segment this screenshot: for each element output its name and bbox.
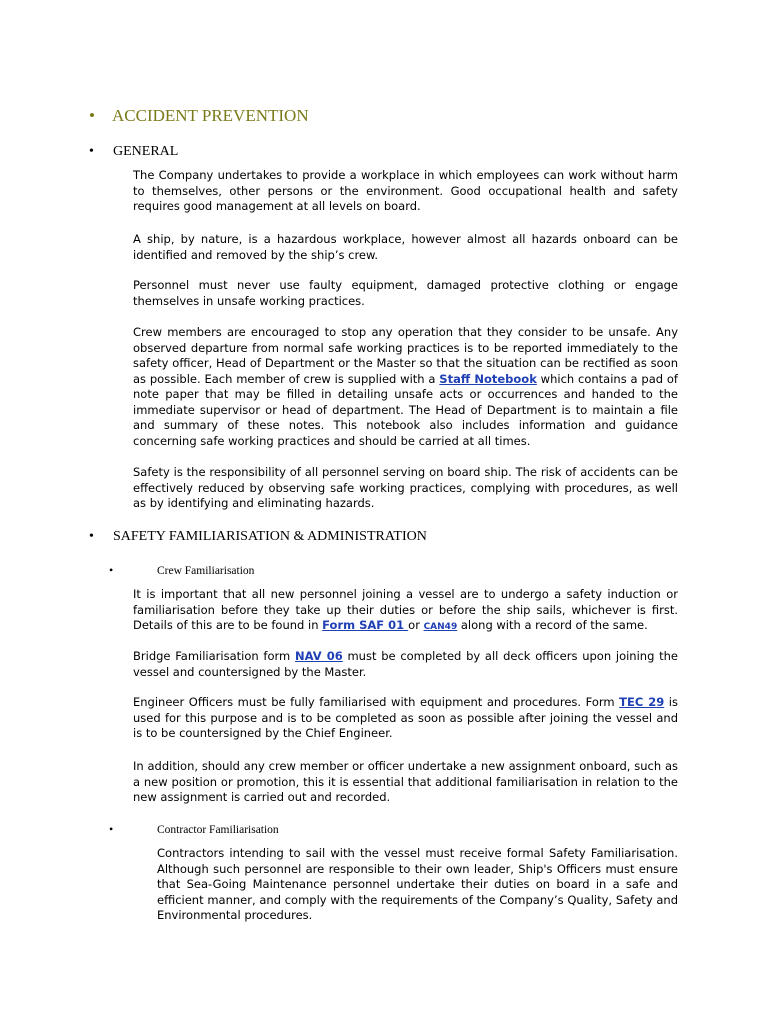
heading-accident-prevention	[89, 106, 309, 126]
paragraph: Safety is the responsibility of all personnel serving on board ship. The risk of accidents can be effectively reduced by observing safe working practices, complying with procedures, as well as by identifying and eliminating hazards.	[133, 465, 678, 510]
subsection-heading: SAFETY FAMILIARISATION & ADMINISTRATION	[113, 529, 427, 544]
paragraph: In addition, should any crew member or officer undertake a new assignment onboard, such as a new position or promotion, this it is essential that additional familiarisation in relation to the new assignment is carried out and recorded.	[133, 759, 678, 804]
sub-subsection-heading: Crew Familiarisation	[157, 565, 255, 577]
paragraph	[133, 649, 678, 680]
paragraph: Personnel must never use faulty equipment, damaged protective clothing or engage themselves in unsafe working practices.	[133, 278, 678, 308]
paragraph-text: or	[408, 618, 424, 632]
paragraph	[133, 325, 678, 449]
nav-06-link[interactable]: NAV 06	[294, 649, 343, 663]
bullet-icon: •	[89, 144, 94, 159]
can49-link[interactable]: CAN49	[423, 622, 458, 632]
paragraph: A ship, by nature, is a hazardous workplace, however almost all hazards onboard can be identified and removed by the ship’s crew.	[133, 232, 678, 262]
bullet-icon: •	[109, 822, 114, 836]
paragraph-text: which contains a pad of note paper that may be filled in detailing unsafe acts or occurrences and handed to the immediate supervisor or head of department. The Head of Department is to maintain a file and summary of these notes. This notebook also includes information and guidance concerning safe working practices and should be carried at all times.	[133, 371, 678, 448]
paragraph: Contractors intending to sail with the vessel must receive formal Safety Familiarisation. Although such personnel are responsible to their own leader, Ship's Officers must ensure that Sea-Going Maintenance personnel undertake their duties on board in a safe and efficient manner, and comply with the requirements of the Company’s Quality, Safety and Environmental procedures.	[157, 846, 678, 922]
section-heading: ACCIDENT PREVENTION	[112, 106, 309, 125]
tec-29-link[interactable]: TEC 29	[619, 695, 665, 709]
heading-contractor-familiarisation	[109, 822, 279, 837]
paragraph	[133, 587, 678, 636]
heading-crew-familiarisation	[109, 563, 254, 578]
paragraph-text: is used for this purpose and is to be completed as soon as possible after joining the vessel and is to be countersigned by the Chief Engineer.	[133, 695, 678, 740]
sub-subsection-heading: Contractor Familiarisation	[157, 824, 279, 836]
paragraph-text: Crew members are encouraged to stop any operation that they consider to be unsafe. Any observed departure from normal safe working practices is to be reported immediately to the safety officer, Head of Department or the Master so that the situation can be rectified as soon as possible. Each member of crew is supplied with a	[133, 325, 678, 386]
bullet-icon: •	[89, 529, 94, 544]
heading-general	[89, 144, 178, 160]
staff-notebook-link[interactable]: Staff Notebook	[439, 371, 537, 386]
paragraph: The Company undertakes to provide a workplace in which employees can work without harm to themselves, other persons or the environment. Good occupational health and safety requires good management at all levels on board.	[133, 168, 678, 213]
paragraph-text: must be completed by all deck officers upon joining the vessel and countersigned by the Master.	[133, 649, 678, 679]
paragraph-text: It is important that all new personnel joining a vessel are to undergo a safety induction or familiarisation before they take up their duties or before the ship sails, whichever is first. Details of this are to be found in	[133, 587, 678, 632]
paragraph	[133, 695, 678, 742]
paragraph-text: along with a record of the same.	[457, 618, 648, 632]
form-saf-01-link[interactable]: Form SAF 01	[322, 618, 409, 632]
subsection-heading: GENERAL	[113, 144, 179, 159]
paragraph-text: Bridge Familiarisation form	[133, 649, 295, 663]
paragraph-text: Engineer Officers must be fully familiarised with equipment and procedures. Form	[133, 695, 620, 709]
bullet-icon: •	[109, 563, 114, 577]
heading-safety-familiarisation	[89, 529, 427, 545]
bullet-icon: •	[89, 106, 95, 125]
